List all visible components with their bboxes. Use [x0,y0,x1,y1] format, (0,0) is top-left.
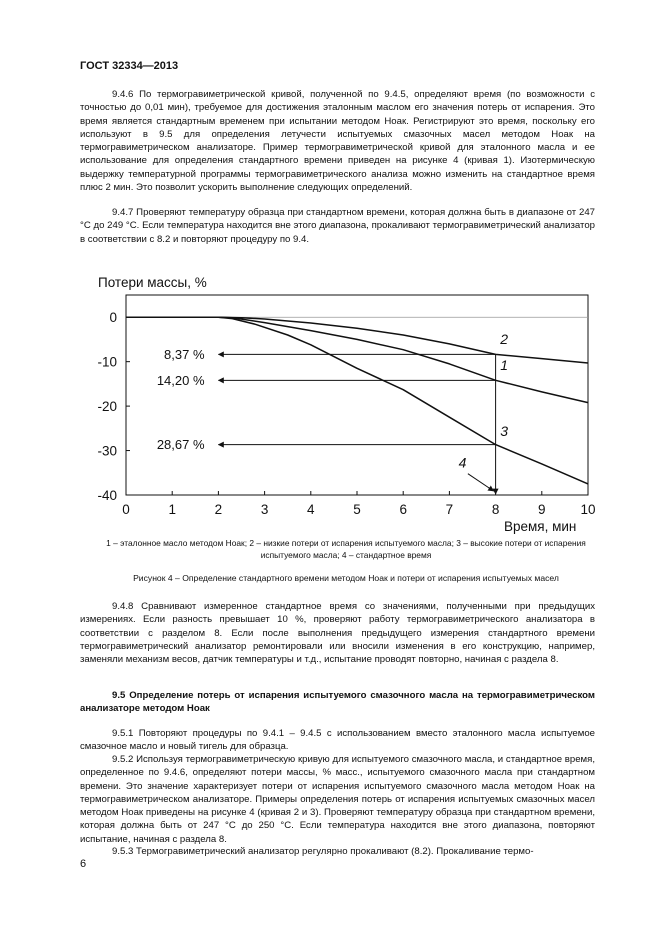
x-tick-label: 10 [580,502,596,517]
y-tick-label: -30 [97,443,117,459]
curve-label-3: 3 [500,422,509,439]
x-tick-label: 2 [214,502,223,517]
y-tick-label: -20 [97,399,117,415]
y-axis-label: Потери массы, % [98,275,207,290]
paragraph-9-4-6: 9.4.6 По термогравиметрической кривой, полученной по 9.4.5, определяют время (по возможности с точностью до 0,01 мин), требуемое для достижения эталонным маслом его значения потерь от испарения. Это время является стандартным временем при испытании методом Ноак. Регистрируют это время, поскольку его используют в 9.5 для определения летучести испытуемых смазочных масел методом Ноак на термогравиметрическом анализаторе. Пример термогравиметрической кривой для эталонного масла и ее использование для определения стандартного времени приведен на рисунке 4 (кривая 1). Изотермическую выдержку температурной программы термогравиметрического анализа можно изменить на стандартное время плюс 2 мин. Это позволит ускорить выполнение следующих определений. [80,89,595,194]
x-tick-label: 7 [445,502,454,517]
y-tick-label: -40 [97,488,117,503]
paragraph-9-4-8: 9.4.8 Сравнивают измеренное стандартное время со значениями, полученными при предыдущих измерениях. Если разность превышает 10 %, проверяют работу термогравиметрического анализатора в соответствии с разделом 8. Если после выполнения предыдущего измерения стандартного времени термогравиметрический анализатор ремонтировали или вносили изменения в его конструкцию, например, заменяли механизм весов, датчик температуры и т.д., испытание проводят повторно, начиная с раздела 8. [80,601,595,666]
x-axis-label: Время, мин [504,519,577,534]
marker-label: 28,67 % [156,437,205,453]
paragraph-9-5-3: 9.5.3 Термогравиметрический анализатор регулярно прокаливают (8.2). Прокаливание термо- [112,846,534,857]
document-header: ГОСТ 32334—2013 [80,60,179,72]
marker-label: 14,20 % [156,372,205,388]
x-tick-label: 6 [399,502,407,517]
x-tick-label: 0 [122,502,130,517]
curve-label-2: 2 [500,330,509,347]
x-tick-label: 8 [491,502,500,517]
figure-title: Рисунок 4 – Определение стандартного времени методом Ноак и потери от испарения испытуемых масел [133,573,559,583]
figure-4-chart [0,268,661,568]
label-4-pointer [468,474,494,491]
x-tick-label: 4 [307,502,315,517]
x-tick-label: 9 [538,502,546,517]
x-tick-label: 3 [260,502,269,517]
paragraph-9-4-7: 9.4.7 Проверяют температуру образца при стандартном времени, которая должна быть в диапазоне от 247 °C до 249 °C. Если температура находится вне этого диапазона, прокаливают термогравиметрический анализатор в соответствии с 8.2 и повторяют процедуру по 9.4. [80,207,595,245]
figure-key-text: 1 – эталонное масло методом Ноак; 2 – низкие потери от испарения испытуемого масла; 3 – высокие потери от испарения испытуемого масла; 4 – стандартное время [106,538,586,560]
plot-frame [126,295,588,495]
x-tick-label: 1 [168,502,176,517]
series-line-3 [126,317,588,484]
curve-label-1: 1 [500,357,509,374]
page-number: 6 [80,858,87,870]
y-tick-label: -10 [97,354,117,370]
figure-caption-key [80,538,612,561]
marker-label: 8,37 % [164,346,205,362]
section-9-5-title: 9.5 Определение потерь от испарения испытуемого смазочного масла на термогравиметрическом анализаторе методом Ноак [80,690,595,715]
curve-label-4: 4 [458,454,467,471]
x-tick-label: 5 [353,502,361,517]
paragraph-9-5-2: 9.5.2 Используя термогравиметрическую кривую для испытуемого смазочного масла, и стандартное время, определенное по 9.4.6, определяют потери массы, % масс., испытуемого смазочного масла при стандартном времени. Это значение характеризует потери от испарения испытуемого смазочного масла методом Ноак на термогравиметрическом анализаторе. Примеры определения потерь от испарения испытуемых смазочных масел методом Ноак приведены на рисунке 4 (кривая 2 и 3). Проверяют температуру образца при стандартном времени, которая должна быть от 247 °C до 250 °C. Если температура находится вне этого диапазона, повторяют испытание, начиная с раздела 8. [80,754,595,845]
y-tick-label: 0 [109,310,117,326]
paragraph-9-5-1: 9.5.1 Повторяют процедуры по 9.4.1 – 9.4.5 с использованием вместо эталонного масла испытуемое смазочное масло и новый тигель для образца. [80,728,595,753]
